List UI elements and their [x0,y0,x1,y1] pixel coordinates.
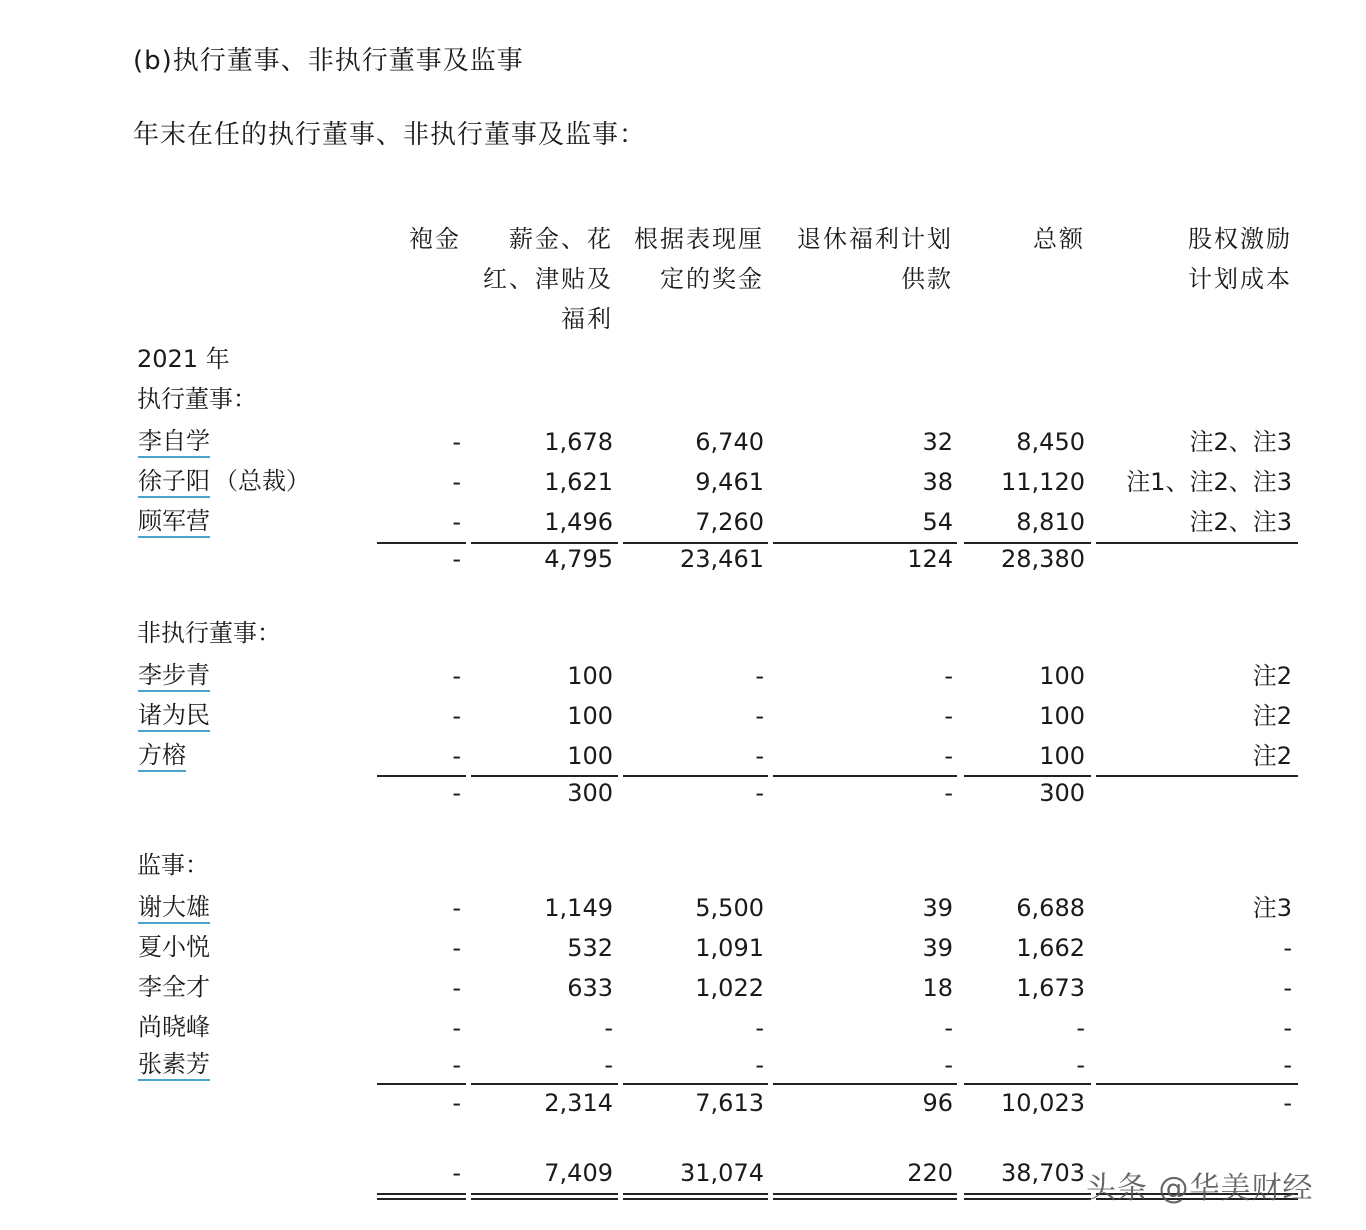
subtotal-rule [1096,775,1298,777]
cell-total: 8,810 [1016,508,1085,536]
cell-retirement: 39 [922,934,953,962]
col-header-salary: 薪金、花 红、津贴及 福利 [483,225,613,333]
subtotal-salary: 300 [567,779,613,807]
cell-salary: 1,678 [544,428,613,456]
grand-total-retirement: 220 [907,1159,953,1187]
cell-total: 8,450 [1016,428,1085,456]
watermark: 头条 @华美财经 [1086,1171,1314,1206]
cell-retirement: - [944,1014,953,1042]
cell-fees: - [452,702,461,730]
cell-salary: - [604,1014,613,1042]
subtotal-rule [1096,1083,1298,1085]
grand-total-salary: 7,409 [544,1159,613,1187]
subtotal-rule [623,542,768,544]
year-label: 2021 年 [137,345,230,373]
subtotal-rule [773,1083,957,1085]
subtotal-rule [773,542,957,544]
cell-salary: - [604,1051,613,1079]
col-header-equity: 股权激励 计划成本 [1188,225,1292,293]
person-name[interactable]: 张素芳 [138,1050,210,1081]
cell-bonus: - [755,742,764,770]
subtotal-rule [471,1083,618,1085]
cell-total: 6,688 [1016,894,1085,922]
cell-fees: - [452,468,461,496]
cell-bonus: 5,500 [695,894,764,922]
cell-equity: 注1、注2、注3 [1126,468,1292,496]
cell-retirement: 18 [922,974,953,1002]
double-rule [377,1193,466,1195]
subtotal-rule [623,775,768,777]
cell-equity: 注3 [1252,894,1292,922]
subtotal-fees: - [452,545,461,573]
cell-bonus: - [755,662,764,690]
cell-retirement: 54 [922,508,953,536]
subtotal-retirement: 96 [922,1089,953,1117]
subtotal-rule [623,1083,768,1085]
person-row [138,507,210,535]
double-rule [773,1193,957,1195]
subtotal-bonus: - [755,779,764,807]
cell-equity: - [1283,1051,1292,1079]
subtotal-rule [471,775,618,777]
subtotal-fees: - [452,1089,461,1117]
col-header-fees: 袍金 [409,225,461,253]
cell-salary: 1,496 [544,508,613,536]
subtotal-salary: 2,314 [544,1089,613,1117]
person-row [138,701,210,729]
subtotal-retirement: - [944,779,953,807]
subtotal-rule [377,775,466,777]
col-header-total: 总额 [1033,225,1085,253]
subtotal-fees: - [452,779,461,807]
cell-bonus: 1,091 [695,934,764,962]
group-label-non-executive: 非执行董事： [137,619,281,647]
cell-total: 100 [1039,702,1085,730]
subtotal-salary: 4,795 [544,545,613,573]
subtotal-total: 28,380 [1001,545,1085,573]
person-row [138,741,186,769]
double-rule [964,1193,1091,1195]
cell-bonus: - [755,1014,764,1042]
col-header-bonus: 根据表现厘 定的奖金 [634,225,764,293]
person-row [138,893,210,921]
cell-fees: - [452,428,461,456]
cell-salary: 532 [567,934,613,962]
subtotal-retirement: 124 [907,545,953,573]
person-name[interactable]: 方榕 [138,741,186,772]
cell-bonus: 1,022 [695,974,764,1002]
group-label-executive: 执行董事： [137,385,257,413]
subtotal-bonus: 7,613 [695,1089,764,1117]
cell-total: - [1076,1051,1085,1079]
double-rule [623,1193,768,1195]
person-name[interactable]: 顾军营 [138,507,210,538]
subtotal-equity: - [1283,1089,1292,1117]
subtotal-rule [1096,542,1298,544]
person-role: （总裁） [214,467,310,495]
cell-equity: - [1283,934,1292,962]
cell-retirement: - [944,742,953,770]
cell-bonus: 6,740 [695,428,764,456]
subtotal-total: 300 [1039,779,1085,807]
cell-equity: 注2 [1252,742,1292,770]
cell-retirement: 32 [922,428,953,456]
person-name: 夏小悦 [138,933,210,961]
group-label-supervisors: 监事： [137,851,209,879]
person-name: 李全才 [138,973,210,1001]
cell-equity: 注2 [1252,702,1292,730]
person-name[interactable]: 李步青 [138,661,210,692]
subtotal-total: 10,023 [1001,1089,1085,1117]
cell-bonus: 9,461 [695,468,764,496]
subtitle: 年末在任的执行董事、非执行董事及监事： [133,120,647,150]
cell-fees: - [452,508,461,536]
cell-fees: - [452,934,461,962]
cell-salary: 100 [567,702,613,730]
cell-total: 100 [1039,742,1085,770]
cell-fees: - [452,894,461,922]
person-row [138,427,210,455]
grand-total-total: 38,703 [1001,1159,1085,1187]
cell-retirement: - [944,702,953,730]
cell-equity: - [1283,1014,1292,1042]
col-header-retirement: 退休福利计划 供款 [797,225,953,293]
cell-equity: - [1283,974,1292,1002]
cell-salary: 633 [567,974,613,1002]
subtotal-rule [471,542,618,544]
cell-total: - [1076,1014,1085,1042]
cell-retirement: 39 [922,894,953,922]
subtotal-rule [964,542,1091,544]
person-name[interactable]: 诸为民 [138,701,210,732]
cell-salary: 100 [567,742,613,770]
cell-equity: 注2、注3 [1189,428,1292,456]
cell-total: 1,673 [1016,974,1085,1002]
cell-fees: - [452,742,461,770]
cell-bonus: - [755,1051,764,1079]
person-row [138,1013,210,1041]
cell-fees: - [452,974,461,1002]
subtotal-rule [773,775,957,777]
cell-salary: 100 [567,662,613,690]
person-row [138,661,210,689]
person-name[interactable]: 徐子阳 [138,467,210,498]
cell-fees: - [452,1014,461,1042]
person-name[interactable]: 李自学 [138,427,210,458]
cell-total: 11,120 [1001,468,1085,496]
cell-bonus: - [755,702,764,730]
person-row [138,933,210,961]
cell-fees: - [452,1051,461,1079]
cell-equity: 注2 [1252,662,1292,690]
cell-bonus: 7,260 [695,508,764,536]
cell-retirement: 38 [922,468,953,496]
cell-equity: 注2、注3 [1189,508,1292,536]
cell-salary: 1,149 [544,894,613,922]
grand-total-bonus: 31,074 [680,1159,764,1187]
cell-retirement: - [944,1051,953,1079]
subtotal-bonus: 23,461 [680,545,764,573]
cell-total: 1,662 [1016,934,1085,962]
subtotal-rule [377,1083,466,1085]
grand-total-fees: - [452,1159,461,1187]
cell-total: 100 [1039,662,1085,690]
subtotal-rule [964,775,1091,777]
double-rule [471,1193,618,1195]
cell-retirement: - [944,662,953,690]
subtotal-rule [964,1083,1091,1085]
section-title: (b)执行董事、非执行董事及监事 [133,46,524,76]
cell-fees: - [452,662,461,690]
person-name[interactable]: 谢大雄 [138,893,210,924]
subtotal-rule [377,542,466,544]
person-name: 尚晓峰 [138,1013,210,1041]
person-row [138,467,310,495]
person-row [138,973,210,1001]
cell-salary: 1,621 [544,468,613,496]
person-row [138,1050,210,1078]
